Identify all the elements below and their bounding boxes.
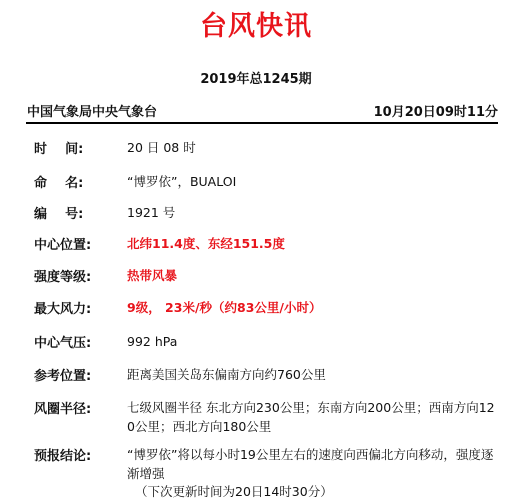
bulletin-title: 台风快讯 xyxy=(200,11,312,42)
row-label: 参考位置: xyxy=(34,369,92,384)
row-label: 时 间: xyxy=(34,142,84,157)
row-value: 992 hPa xyxy=(127,334,178,349)
row-value: 热带风暴 xyxy=(127,268,178,283)
row-value: 1921 号 xyxy=(127,205,176,220)
row-label: 中心位置: xyxy=(34,238,92,253)
row-label: 命 名: xyxy=(34,176,84,191)
header-rule xyxy=(26,122,498,124)
row-value: “博罗依”将以每小时19公里左右的速度向西偏北方向移动，强度逐渐增强 xyxy=(127,447,494,481)
row-value: 北纬11.4度、东经151.5度 xyxy=(127,236,285,251)
next-update-note: （下次更新时间为20日14时30分） xyxy=(135,484,333,499)
row-value: 七级风圈半径 东北方向230公里；东南方向200公里；西南方向120公里；西北方向180公里 xyxy=(127,400,495,434)
issue-datetime: 10月20日09时11分 xyxy=(373,105,498,120)
row-value: 9级， 23米/秒（约83公里/小时） xyxy=(127,300,322,315)
row-value: 20 日 08 时 xyxy=(127,140,196,155)
row-label: 最大风力: xyxy=(34,302,92,317)
row-label: 编 号: xyxy=(34,207,84,222)
row-label: 风圈半径: xyxy=(34,402,92,417)
issue-number: 2019年总1245期 xyxy=(200,72,312,87)
row-value: 距离美国关岛东偏南方向约760公里 xyxy=(127,367,326,382)
agency-name: 中国气象局中央气象台 xyxy=(27,105,158,120)
row-label: 中心气压: xyxy=(34,336,92,351)
row-label: 预报结论: xyxy=(34,449,92,464)
row-label: 强度等级: xyxy=(34,270,92,285)
row-value: “博罗依”，BUALOI xyxy=(127,174,237,189)
